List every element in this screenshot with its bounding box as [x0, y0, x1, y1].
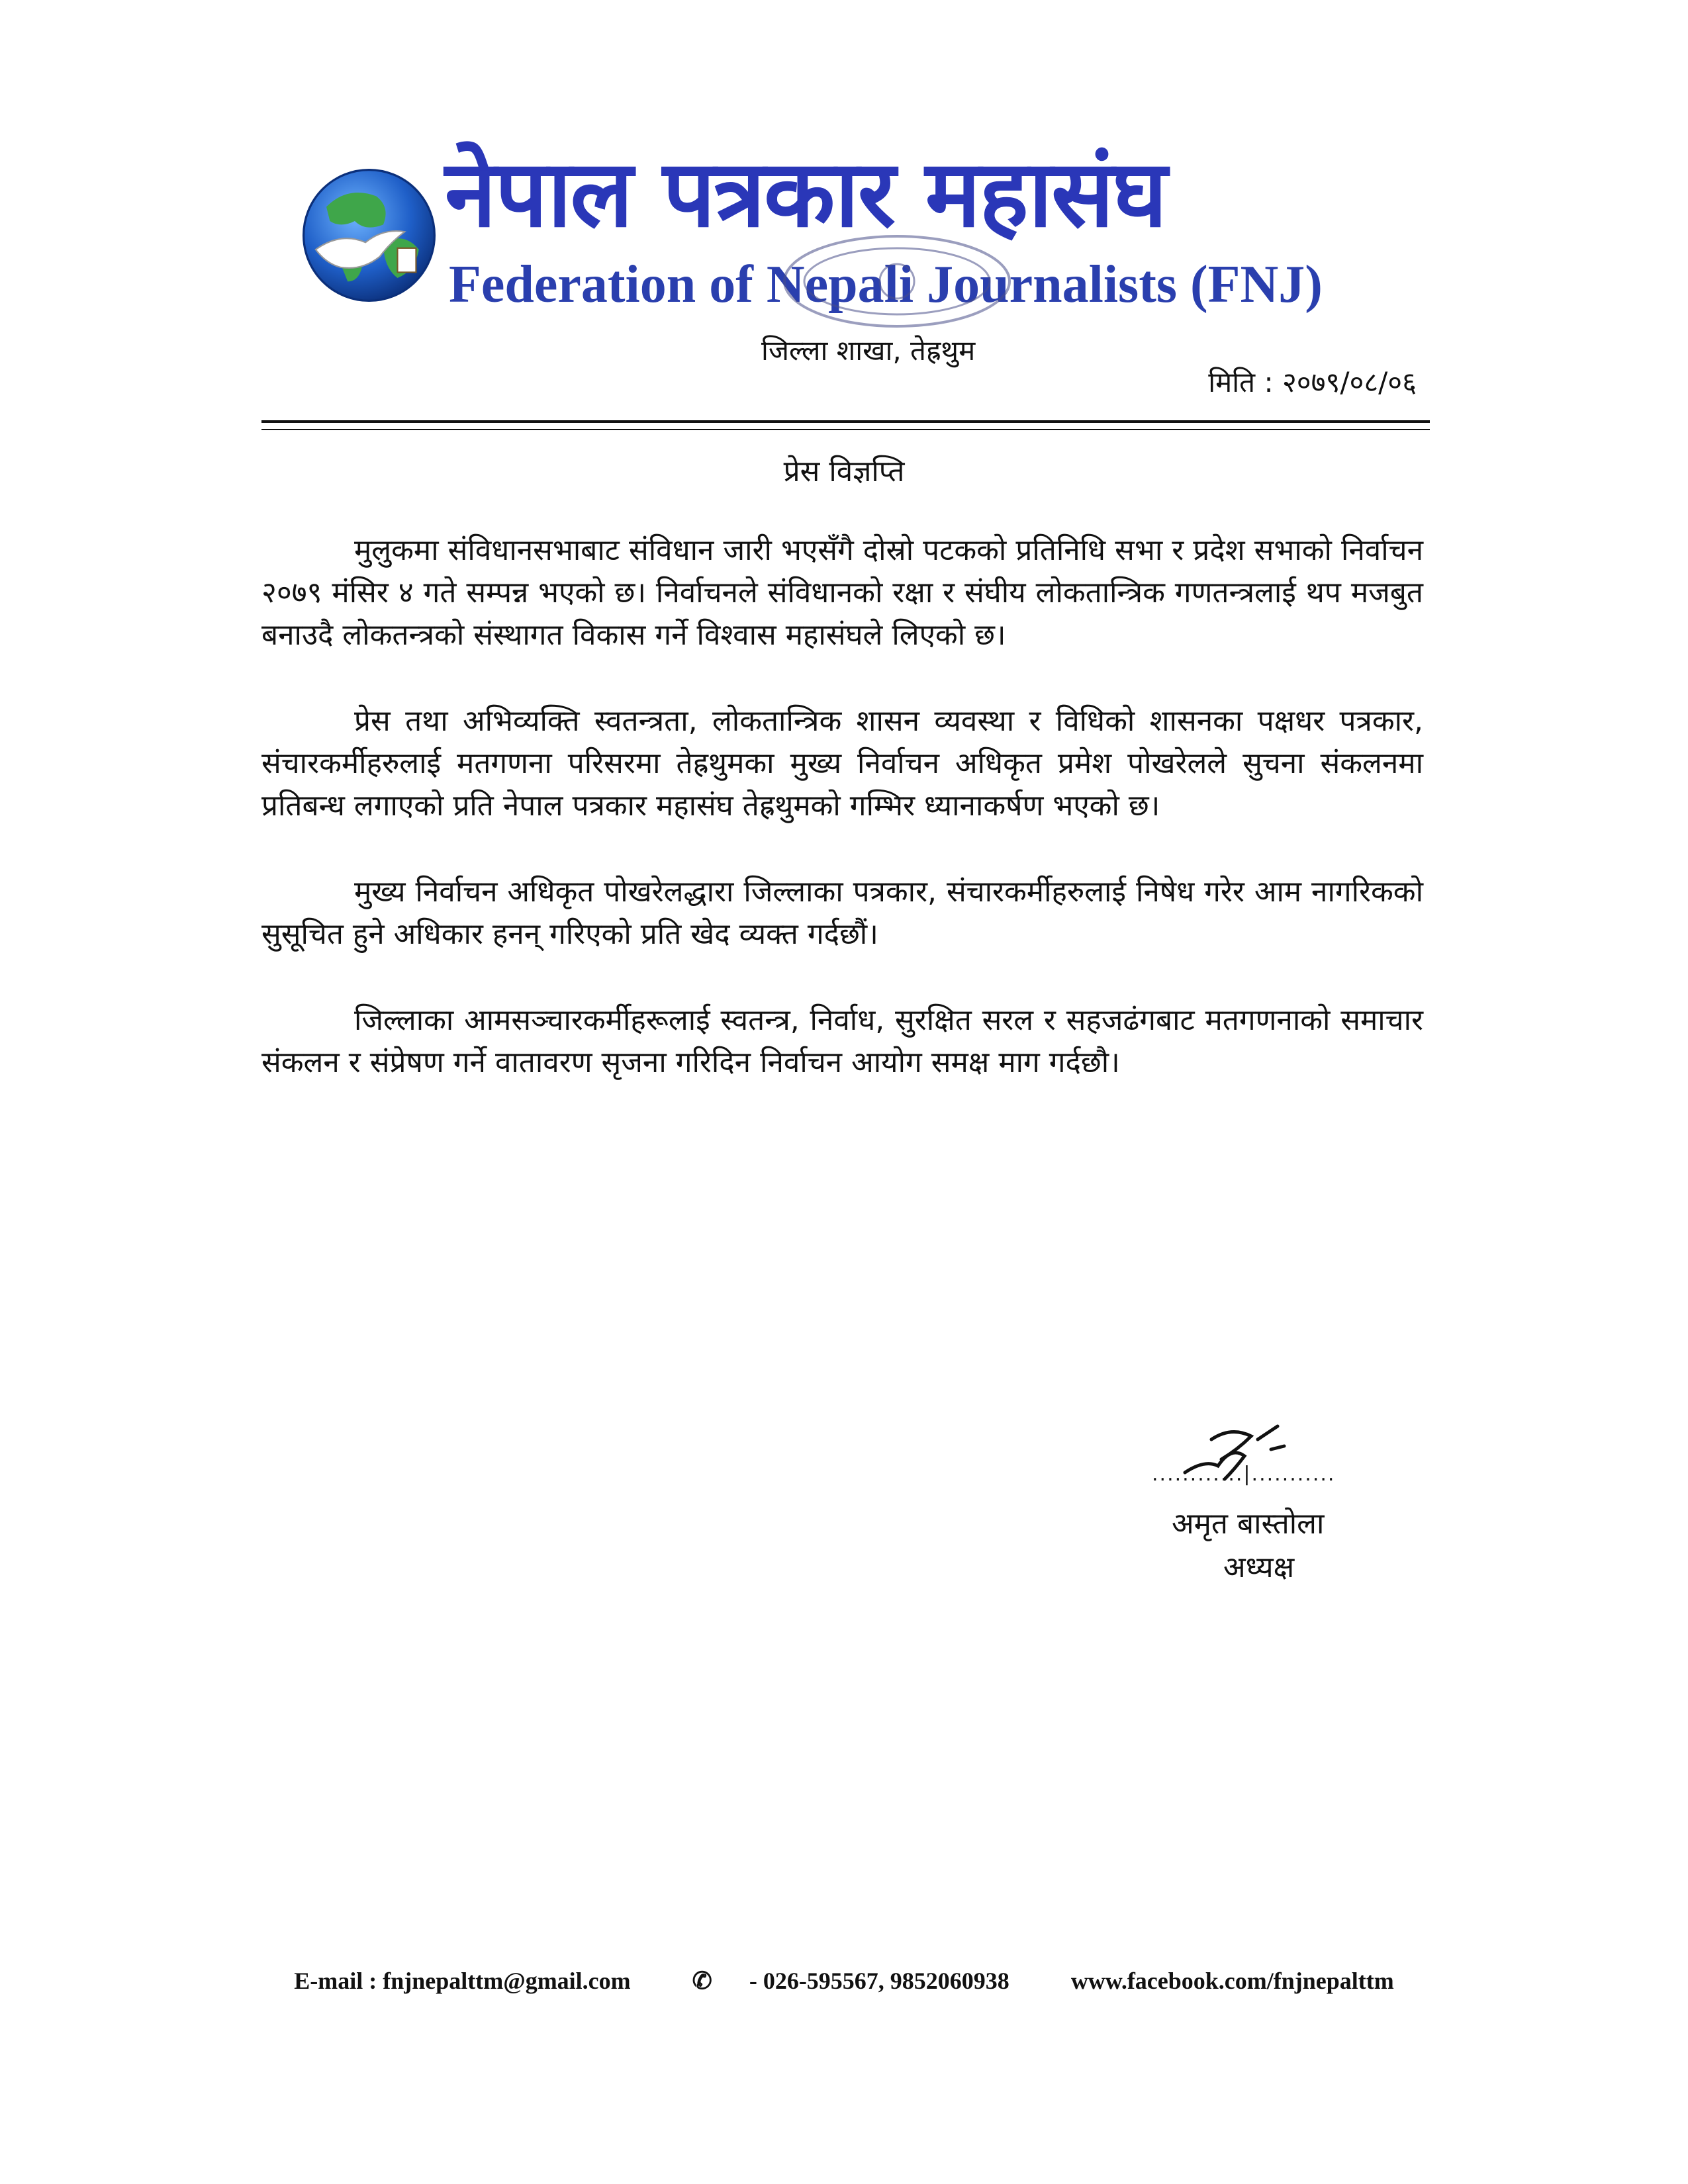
branch-name: जिल्ला शाखा, तेह्रथुम [761, 334, 976, 367]
date-line [1208, 363, 1417, 400]
phone-icon: ✆ [692, 1968, 712, 1994]
signer-name: अमृत बास्तोला [1172, 1507, 1325, 1541]
footer-phone[interactable]: - 026-595567, 9852060938 [749, 1968, 1009, 1994]
footer-contact [0, 1967, 1688, 1995]
header-rule-thick [261, 420, 1430, 423]
document-heading: प्रेस विज्ञप्ति [783, 455, 905, 488]
signature-line: ............|........... [1152, 1463, 1336, 1486]
official-stamp [778, 232, 1016, 331]
signer-title: अध्यक्ष [1223, 1551, 1295, 1584]
date-label: मिति : [1208, 366, 1274, 398]
org-title-nepali: नेपाल पत्रकार महासंघ [445, 140, 1166, 248]
footer-phone-group [674, 1968, 1028, 1994]
org-title-english: Federation of Nepali Journalists (FNJ) [449, 255, 1323, 314]
footer-facebook[interactable]: www.facebook.com/fnjnepalttm [1070, 1968, 1394, 1994]
date-value: २०७९/०८/०६ [1282, 366, 1417, 398]
paragraph: मुलुकमा संविधानसभाबाट संविधान जारी भएसँगै दोस्रो पटकको प्रतिनिधि सभा र प्रदेश सभाको निर्वाचन २०७९ मंसिर ४ गते सम्पन्न भएको छ। निर्वाचनले संविधानको रक्षा र संघीय लोकतान्त्रिक गणतन्त्रलाई थप मजबुत बनाउदै लोकतन्त्रको संस्थागत विकास गर्ने विश्वास महासंघले लिएको छ। [261, 533, 1423, 652]
paragraph: प्रेस तथा अभिव्यक्ति स्वतन्त्रता, लोकतान्त्रिक शासन व्यवस्था र विधिको शासनका पक्षधर पत्रकार, संचारकर्मीहरुलाई मतगणना परिसरमा तेह्रथुमका मुख्य निर्वाचन अधिकृत प्रमेश पोखरेलले सुचना संकलनमा प्रतिबन्ध लगाएको प्रति नेपाल पत्रकार महासंघ तेह्रथुमको गम्भिर ध्यानाकर्षण भएको छ। [261, 704, 1423, 823]
footer-email[interactable]: E-mail : fnjnepalttm@gmail.com [294, 1968, 631, 1994]
globe-dove-logo [298, 164, 440, 306]
paragraph: मुख्य निर्वाचन अधिकृत पोखरेलद्धारा जिल्लाका पत्रकार, संचारकर्मीहरुलाई निषेध गरेर आम नागरिकको सुसूचित हुने अधिकार हनन् गरिएको प्रति खेद व्यक्त गर्दछौं। [261, 875, 1423, 951]
header-rule-thin [261, 429, 1430, 430]
document-body [261, 529, 1423, 1128]
paragraph: जिल्लाका आमसञ्चारकर्मीहरूलाई स्वतन्त्र, निर्वाध, सुरक्षित सरल र सहजढंगबाट मतगणनाको समाचार संकलन र संप्रेषण गर्ने वातावरण सृजना गरिदिन निर्वाचन आयोग समक्ष माग गर्दछौ। [261, 1003, 1423, 1079]
